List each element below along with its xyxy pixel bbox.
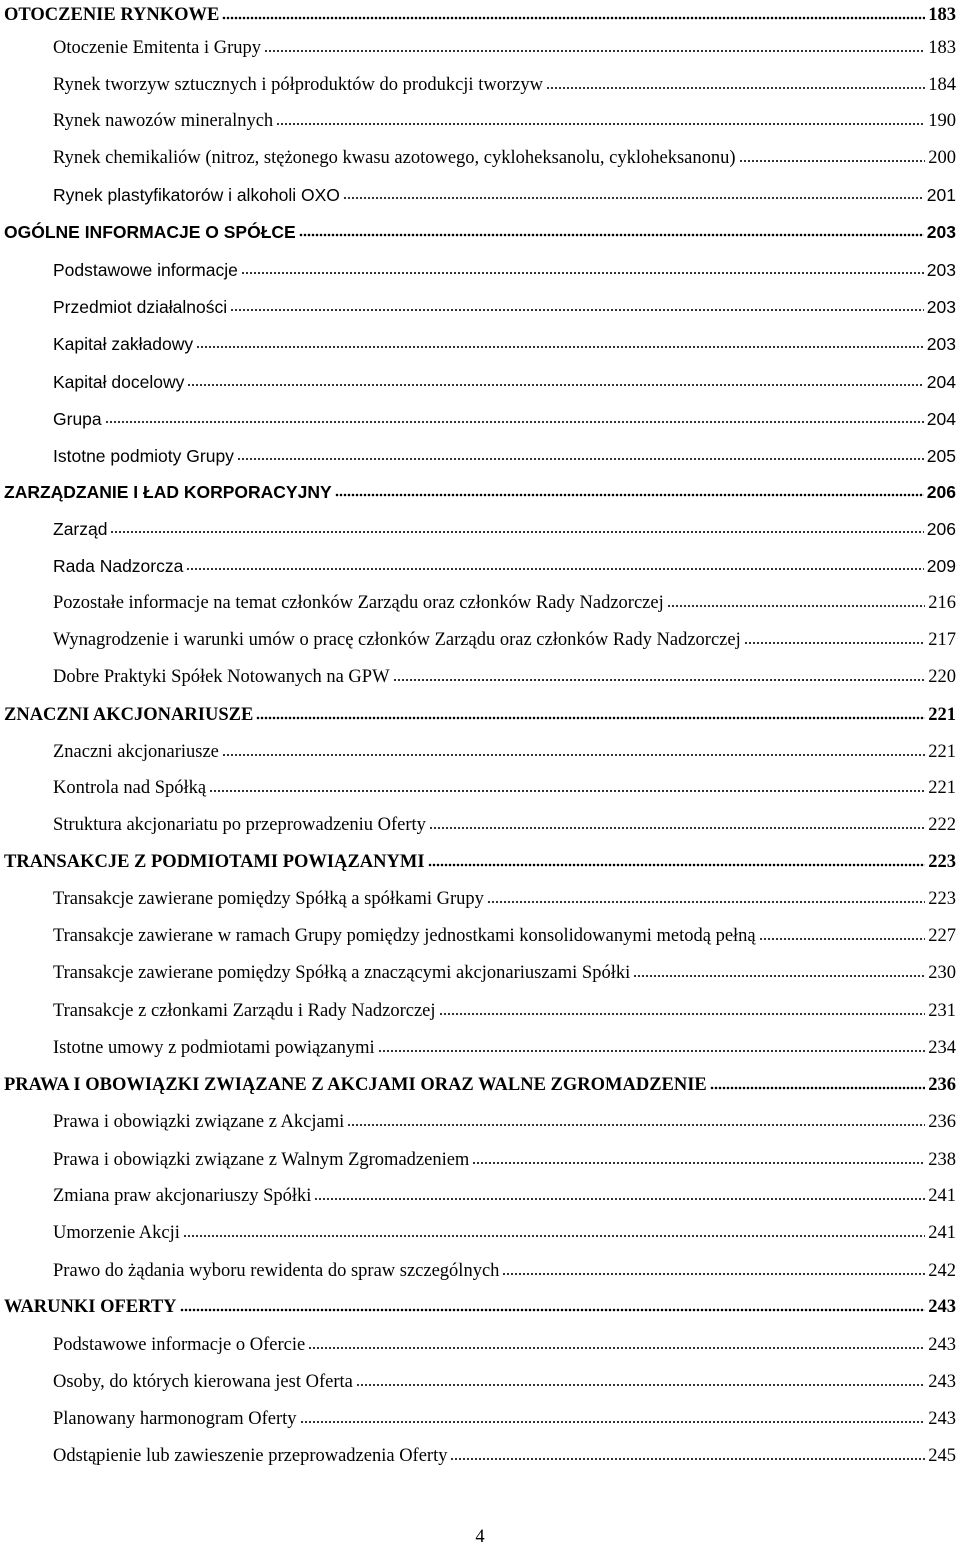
- toc-entry-page: 241: [928, 1222, 956, 1243]
- toc-entry-title: Kontrola nad Spółką: [53, 777, 207, 798]
- toc-entry-title: Odstąpienie lub zawieszenie przeprowadzenia Oferty: [53, 1445, 448, 1466]
- toc-entry-page: 184: [928, 74, 956, 95]
- dot-leader: [300, 1420, 926, 1424]
- toc-entry-page: 204: [926, 408, 956, 429]
- toc-section-entry[interactable]: [4, 217, 956, 247]
- toc-entry-page: 221: [928, 777, 956, 798]
- toc-entry-title: Istotne umowy z podmiotami powiązanymi: [53, 1037, 375, 1058]
- toc-subsection-entry[interactable]: [4, 1181, 956, 1211]
- toc-entry-title: Otoczenie Emitenta i Grupy: [53, 37, 262, 58]
- toc-entry-title: Rynek chemikaliów (nitroz, stężonego kwasu azotowego, cykloheksanolu, cykloheksanonu): [53, 147, 736, 168]
- toc-subsection-entry[interactable]: [4, 810, 956, 840]
- toc-subsection-entry[interactable]: [4, 1218, 956, 1248]
- toc-entry-page: 201: [926, 184, 956, 205]
- toc-entry-page: 243: [928, 1334, 956, 1355]
- toc-subsection-entry[interactable]: [4, 441, 956, 471]
- dot-leader: [230, 308, 924, 312]
- toc-entry-title: Transakcje zawierane w ramach Grupy pomiędzy jednostkami konsolidowanymi metodą pełną: [53, 925, 756, 946]
- toc-entry-title: Umorzenie Akcji: [53, 1222, 180, 1243]
- page-number: 4: [475, 1527, 485, 1547]
- toc-entry-page: 190: [928, 110, 956, 131]
- toc-entry-page: 203: [926, 296, 956, 317]
- toc-entry-page: 209: [926, 555, 956, 576]
- dot-leader: [393, 678, 926, 682]
- dot-leader: [356, 1383, 925, 1387]
- dot-leader: [196, 345, 924, 349]
- toc-entry-page: 241: [928, 1185, 956, 1206]
- dot-leader: [428, 863, 926, 867]
- toc-entry-title: Transakcje zawierane pomiędzy Spółką a znaczącymi akcjonariuszami Spółki: [53, 962, 631, 983]
- toc-entry-title: Osoby, do których kierowana jest Oferta: [53, 1371, 353, 1392]
- toc-entry-title: Rynek nawozów mineralnych: [53, 110, 274, 131]
- toc-subsection-entry[interactable]: [4, 180, 956, 210]
- dot-leader: [450, 1457, 925, 1461]
- dot-leader: [335, 493, 924, 497]
- toc-entry-page: 223: [928, 888, 956, 909]
- dot-leader: [209, 789, 925, 793]
- dot-leader: [264, 49, 925, 53]
- toc-subsection-entry[interactable]: [4, 1404, 956, 1434]
- toc-entry-title: ZARZĄDZANIE I ŁAD KORPORACYJNY: [4, 481, 332, 502]
- toc-entry-title: TRANSAKCJE Z PODMIOTAMI POWIĄZANYMI: [4, 851, 425, 872]
- toc-entry-page: 217: [928, 629, 956, 650]
- toc-entry-page: 204: [926, 371, 956, 392]
- dot-leader: [314, 1197, 925, 1201]
- toc-entry-title: Transakcje z członkami Zarządu i Rady Nadzorczej: [53, 1000, 436, 1021]
- toc-entry-page: 243: [928, 1296, 956, 1317]
- toc-subsection-entry[interactable]: [4, 1441, 956, 1471]
- toc-entry-title: WARUNKI OFERTY: [4, 1296, 177, 1317]
- dot-leader: [667, 604, 926, 608]
- dot-leader: [487, 900, 925, 904]
- toc-entry-title: PRAWA I OBOWIĄZKI ZWIĄZANE Z AKCJAMI ORAZ WALNE ZGROMADZENIE: [4, 1074, 707, 1095]
- toc-entry-title: Przedmiot działalności: [53, 296, 228, 317]
- dot-leader: [347, 1123, 925, 1127]
- toc-entry-title: Struktura akcjonariatu po przeprowadzeniu Oferty: [53, 814, 426, 835]
- toc-entry-page: 243: [928, 1408, 956, 1429]
- dot-leader: [633, 974, 925, 978]
- toc-subsection-entry[interactable]: [4, 1145, 956, 1175]
- toc-entry-title: Rada Nadzorcza: [53, 555, 184, 576]
- dot-leader: [222, 16, 925, 20]
- toc-entry-page: 200: [928, 147, 956, 168]
- toc-subsection-entry[interactable]: [4, 588, 956, 618]
- toc-entry-page: 236: [928, 1111, 956, 1132]
- dot-leader: [739, 159, 926, 163]
- toc-entry-page: 231: [928, 1000, 956, 1021]
- toc-subsection-entry[interactable]: [4, 551, 956, 581]
- toc-subsection-entry[interactable]: [4, 1107, 956, 1137]
- toc-entry-title: Prawa i obowiązki związane z Akcjami: [53, 1111, 345, 1132]
- toc-entry-page: 203: [926, 259, 956, 280]
- toc-subsection-entry[interactable]: [4, 1367, 956, 1397]
- toc-section-entry[interactable]: [4, 1292, 956, 1322]
- toc-entry-title: OTOCZENIE RYNKOWE: [4, 4, 220, 25]
- toc-subsection-entry[interactable]: [4, 625, 956, 655]
- toc-subsection-entry[interactable]: [4, 884, 956, 914]
- toc-subsection-entry[interactable]: [4, 996, 956, 1026]
- dot-leader: [759, 937, 926, 941]
- toc-entry-title: Zarząd: [53, 518, 108, 539]
- toc-subsection-entry[interactable]: [4, 143, 956, 173]
- toc-subsection-entry[interactable]: [4, 773, 956, 803]
- dot-leader: [237, 457, 924, 461]
- toc-entry-page: 183: [928, 37, 956, 58]
- toc-entry-title: Kapitał zakładowy: [53, 333, 194, 354]
- toc-subsection-entry[interactable]: [4, 662, 956, 692]
- toc-section-entry[interactable]: [4, 0, 956, 30]
- toc-subsection-entry[interactable]: [4, 958, 956, 988]
- dot-leader: [710, 1086, 925, 1090]
- toc-entry-title: Dobre Praktyki Spółek Notowanych na GPW: [53, 666, 390, 687]
- toc-entry-page: 234: [928, 1037, 956, 1058]
- dot-leader: [256, 716, 925, 720]
- toc-subsection-entry[interactable]: [4, 404, 956, 434]
- toc-entry-title: Prawo do żądania wyboru rewidenta do spraw szczególnych: [53, 1260, 500, 1281]
- dot-leader: [222, 753, 925, 757]
- toc-entry-title: Rynek plastyfikatorów i alkoholi OXO: [53, 184, 340, 205]
- toc-entry-title: OGÓLNE INFORMACJE O SPÓŁCE: [4, 221, 296, 242]
- dot-leader: [276, 122, 925, 126]
- dot-leader: [439, 1012, 926, 1016]
- toc-entry-title: Znaczni akcjonariusze: [53, 741, 219, 762]
- dot-leader: [744, 641, 926, 645]
- dot-leader: [378, 1049, 926, 1053]
- toc-subsection-entry[interactable]: [4, 70, 956, 100]
- toc-subsection-entry[interactable]: [4, 329, 956, 359]
- toc-entry-title: Podstawowe informacje o Ofercie: [53, 1334, 306, 1355]
- dot-leader: [343, 196, 924, 200]
- dot-leader: [308, 1346, 925, 1350]
- toc-entry-page: 223: [928, 851, 956, 872]
- dot-leader: [110, 530, 923, 534]
- toc-subsection-entry[interactable]: [4, 106, 956, 136]
- toc-subsection-entry[interactable]: [4, 292, 956, 322]
- dot-leader: [183, 1234, 925, 1238]
- toc-entry-page: 227: [928, 925, 956, 946]
- toc-section-entry[interactable]: [4, 477, 956, 507]
- toc-entry-page: 245: [928, 1445, 956, 1466]
- toc-entry-title: Wynagrodzenie i warunki umów o pracę członków Zarządu oraz członków Rady Nadzorczej: [53, 629, 741, 650]
- toc-section-entry[interactable]: [4, 700, 956, 730]
- dot-leader: [186, 567, 923, 571]
- toc-entry-title: Rynek tworzyw sztucznych i półproduktów do produkcji tworzyw: [53, 74, 543, 95]
- toc-entry-page: 238: [928, 1149, 956, 1170]
- toc-subsection-entry[interactable]: [4, 255, 956, 285]
- toc-entry-title: Pozostałe informacje na temat członków Zarządu oraz członków Rady Nadzorczej: [53, 592, 664, 613]
- dot-leader: [105, 420, 924, 424]
- toc-entry-title: ZNACZNI AKCJONARIUSZE: [4, 704, 254, 725]
- toc-entry-page: 243: [928, 1371, 956, 1392]
- toc-subsection-entry[interactable]: [4, 367, 956, 397]
- toc-subsection-entry[interactable]: [4, 1330, 956, 1360]
- dot-leader: [241, 271, 924, 275]
- toc-subsection-entry[interactable]: [4, 33, 956, 63]
- toc-entry-page: 220: [928, 666, 956, 687]
- dot-leader: [502, 1272, 925, 1276]
- toc-entry-page: 230: [928, 962, 956, 983]
- toc-entry-page: 206: [926, 481, 956, 502]
- toc-section-entry[interactable]: [4, 847, 956, 877]
- toc-subsection-entry[interactable]: [4, 1033, 956, 1063]
- dot-leader: [299, 233, 924, 237]
- toc-entry-title: Zmiana praw akcjonariuszy Spółki: [53, 1185, 312, 1206]
- toc-entry-page: 183: [928, 4, 956, 25]
- toc-entry-page: 206: [926, 518, 956, 539]
- toc-entry-title: Planowany harmonogram Oferty: [53, 1408, 297, 1429]
- toc-entry-title: Prawa i obowiązki związane z Walnym Zgromadzeniem: [53, 1149, 470, 1170]
- toc-entry-title: Istotne podmioty Grupy: [53, 445, 234, 466]
- toc-entry-page: 242: [928, 1260, 956, 1281]
- toc-entry-page: 216: [928, 592, 956, 613]
- toc-entry-page: 203: [926, 221, 956, 242]
- toc-entry-title: Grupa: [53, 408, 102, 429]
- toc-subsection-entry[interactable]: [4, 737, 956, 767]
- toc-entry-title: Podstawowe informacje: [53, 259, 238, 280]
- toc-subsection-entry[interactable]: [4, 1256, 956, 1286]
- toc-entry-page: 236: [928, 1074, 956, 1095]
- toc-subsection-entry[interactable]: [4, 921, 956, 951]
- toc-entry-page: 222: [928, 814, 956, 835]
- toc-entry-title: Kapitał docelowy: [53, 371, 185, 392]
- dot-leader: [546, 86, 925, 90]
- toc-entry-page: 203: [926, 333, 956, 354]
- toc-section-entry[interactable]: [4, 1070, 956, 1100]
- dot-leader: [472, 1161, 925, 1165]
- dot-leader: [429, 826, 925, 830]
- dot-leader: [187, 383, 923, 387]
- toc-entry-title: Transakcje zawierane pomiędzy Spółką a spółkami Grupy: [53, 888, 484, 909]
- toc-entry-page: 221: [928, 741, 956, 762]
- toc-entry-page: 221: [928, 704, 956, 725]
- dot-leader: [180, 1308, 926, 1312]
- toc-subsection-entry[interactable]: [4, 514, 956, 544]
- toc-entry-page: 205: [926, 445, 956, 466]
